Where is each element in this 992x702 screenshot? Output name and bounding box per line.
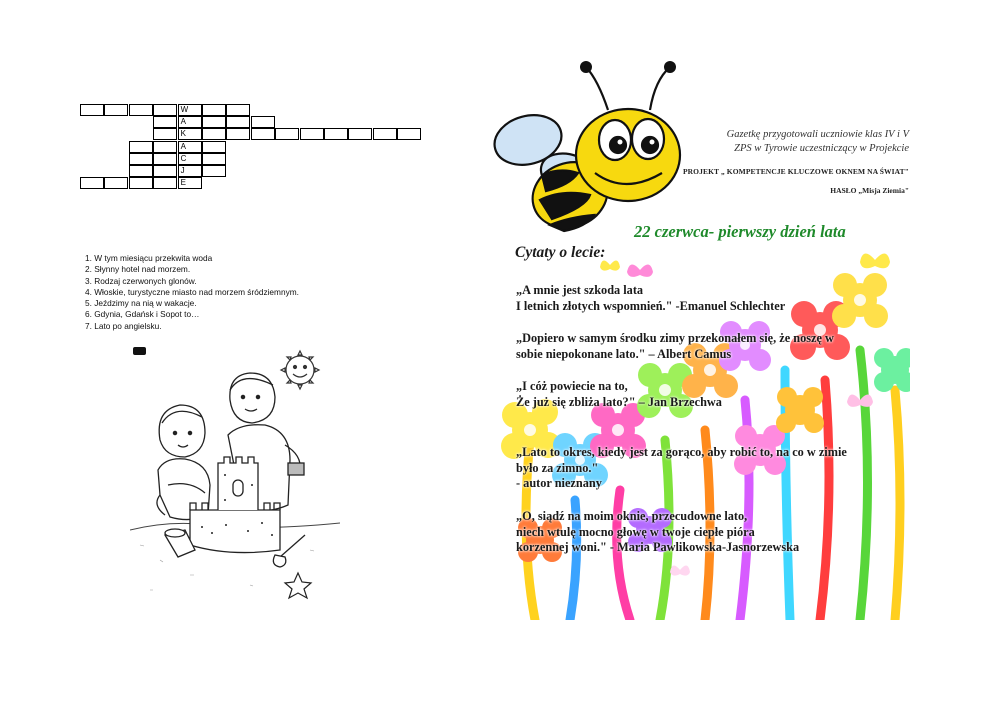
clue-5: 5. Jeździmy na nią w wakacje. (85, 298, 197, 309)
crossword-cell (202, 165, 226, 177)
crossword-answer-cell: E (178, 177, 202, 189)
crossword-cell (226, 104, 250, 116)
crossword-cell (226, 116, 250, 128)
crossword-cell (300, 128, 324, 140)
starfish-icon (285, 573, 311, 598)
quotes-heading: Cytaty o lecie: (515, 244, 606, 261)
crossword-cell (129, 177, 153, 189)
crossword-cell (153, 128, 177, 140)
quote-schlechter: „A mnie jest szkoda lata I letnich złotych wspomnień." -Emanuel Schlechter (516, 283, 786, 313)
crossword-answer-cell: C (178, 153, 202, 165)
publisher-logo-icon (133, 347, 146, 355)
crossword-answer-cell: A (178, 141, 202, 153)
newsletter-credits (683, 128, 909, 195)
project-name: PROJEKT „ KOMPETENCJE KLUCZOWE OKNEM NA ŚWIAT" (682, 167, 909, 176)
crossword-cell (129, 104, 153, 116)
clue-4: 4. Włoskie, turystyczne miasto nad morzem śródziemnym. (85, 286, 299, 297)
bee-illustration (490, 55, 690, 245)
crossword-cell (202, 128, 226, 140)
quote-brzechwa: „I cóż powiecie na to, Że już się zbliża lato?" – Jan Brzechwa (516, 379, 722, 409)
crossword-answer-cell: J (178, 165, 202, 177)
sun-icon (281, 351, 319, 389)
crossword-cell (153, 141, 177, 153)
crossword-cell (153, 153, 177, 165)
crossword-cell (397, 128, 421, 140)
crossword-cell (202, 153, 226, 165)
credits-line-1: Gazetkę przygotowali uczniowie klas IV i V (726, 129, 909, 140)
crossword-cell (129, 165, 153, 177)
clue-3: 3. Rodzaj czerwonych glonów. (85, 275, 197, 286)
bee-head (576, 109, 680, 201)
quote-camus: „Dopiero w samym środku zimy przekonałem się, że noszę w sobie niepokonane lato." – Albert Camus (516, 331, 834, 361)
crossword-cell (251, 128, 275, 140)
bee-antenna-left (580, 61, 592, 73)
crossword-cell (153, 177, 177, 189)
crossword-cell (348, 128, 372, 140)
crossword-cell (251, 116, 275, 128)
crossword-cell (153, 104, 177, 116)
crossword-cell (202, 116, 226, 128)
crossword-cell (153, 116, 177, 128)
project-slogan: HASŁO „Misja Ziemia" (830, 186, 909, 195)
sandcastle-coloring-illustration (130, 345, 340, 605)
crossword-cell (324, 128, 348, 140)
credits-line-2: ZPS w Tyrowie uczestniczący w Projekcie (734, 143, 909, 154)
crossword-cell (275, 128, 299, 140)
crossword-answer-cell: W (178, 104, 202, 116)
crossword-cell (80, 104, 104, 116)
quote-unknown-author: „Lato to okres, kiedy jest za gorąco, aby robić to, na co w zimie było za zimno." - autor nieznany (516, 445, 847, 490)
clue-2: 2. Słynny hotel nad morzem. (85, 264, 191, 275)
crossword-answer-cell: K (178, 128, 202, 140)
clue-7: 7. Lato po angielsku. (85, 320, 162, 331)
crossword-cell (104, 104, 128, 116)
crossword-answer-cell: A (178, 116, 202, 128)
crossword-cell (202, 141, 226, 153)
crossword-cell (104, 177, 128, 189)
crossword-cell (129, 153, 153, 165)
crossword-cell (80, 177, 104, 189)
crossword-cell (129, 141, 153, 153)
clue-6: 6. Gdynia, Gdańsk i Sopot to… (85, 309, 200, 320)
crossword-cell (226, 128, 250, 140)
crossword-clues (85, 253, 299, 332)
date-heading: 22 czerwca- pierwszy dzień lata (634, 222, 846, 241)
crossword-cell (373, 128, 397, 140)
crossword-cell (153, 165, 177, 177)
clue-1: 1. W tym miesiącu przekwita woda (85, 253, 213, 263)
crossword-cell (202, 104, 226, 116)
bee-antenna-right (664, 61, 676, 73)
quote-pawlikowska: „O, siądź na moim oknie, przecudowne lato, niech wtulę mocno głowę w twoje ciepłe pióra korzennej woni." - Maria Pawlikowska-Jasnorzewska (516, 509, 800, 554)
